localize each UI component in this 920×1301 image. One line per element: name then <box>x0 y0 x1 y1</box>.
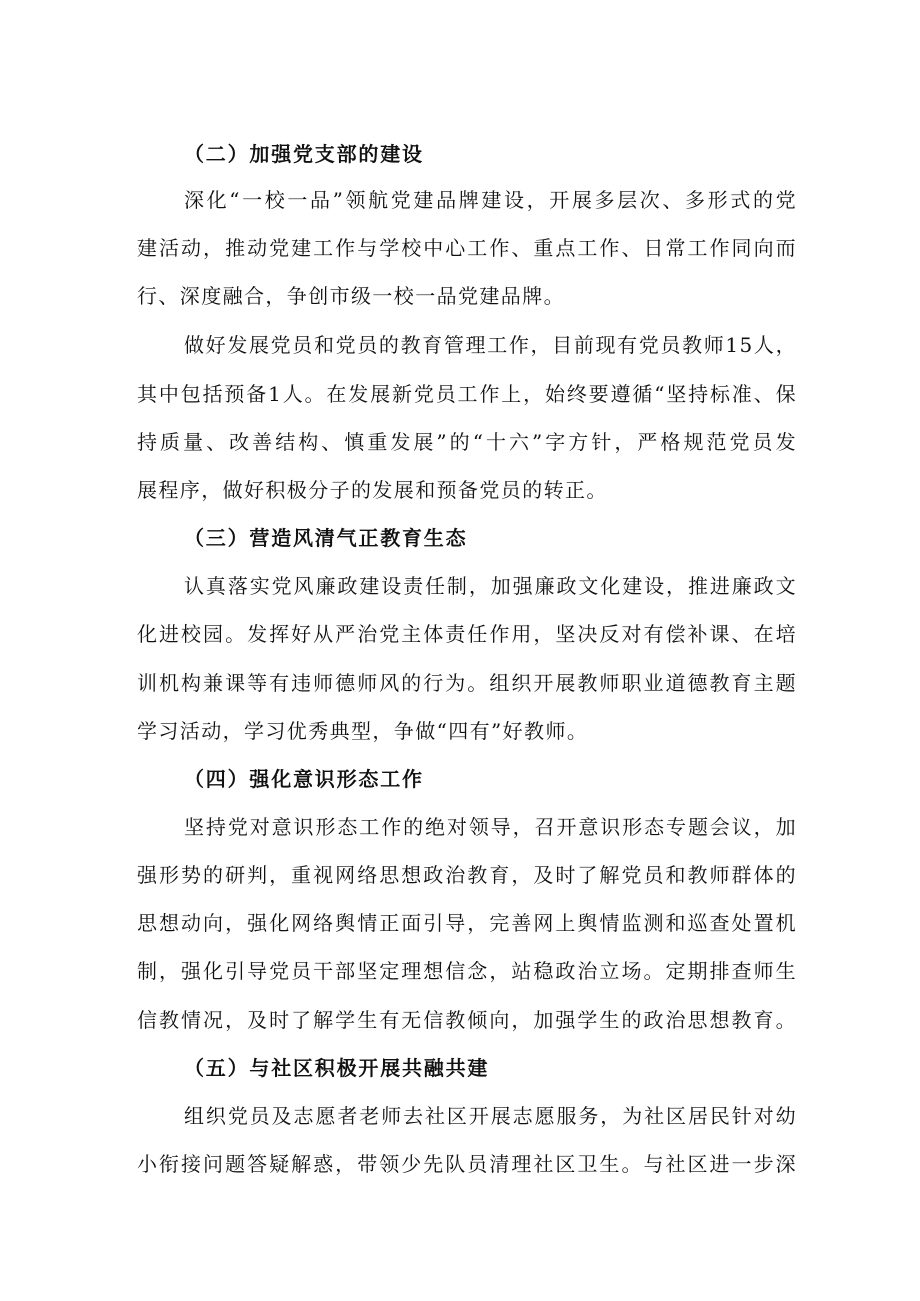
paragraph-line: 展程序，做好积极分子的发展和预备党员的转正。 <box>137 478 608 502</box>
paragraph-line: 坚持党对意识形态工作的绝对领导，召开意识形态专题会议，加 <box>184 815 797 839</box>
paragraph-line: 建活动，推动党建工作与学校中心工作、重点工作、日常工作同向而 <box>137 236 797 260</box>
paragraph-line: 化进校园。发挥好从严治党主体责任作用，坚决反对有偿补课、在培 <box>137 622 797 646</box>
paragraph-line: 做好发展党员和党员的教育管理工作，目前现有党员教师15人， <box>184 333 797 357</box>
paragraph-line: 思想动向，强化网络舆情正面引导，完善网上舆情监测和巡查处置机 <box>137 911 797 935</box>
paragraph-line: 其中包括预备1人。在发展新党员工作上，始终要遵循“坚持标准、保 <box>137 382 797 406</box>
paragraph-line: 持质量、改善结构、慎重发展”的“十六”字方针，严格规范党员发 <box>137 430 797 454</box>
section-heading: （四）强化意识形态工作 <box>184 767 424 791</box>
paragraph-line: 组织党员及志愿者老师去社区开展志愿服务，为社区居民针对幼 <box>184 1104 797 1128</box>
paragraph-line: 小衔接问题答疑解惑，带领少先队员清理社区卫生。与社区进一步深 <box>137 1152 797 1176</box>
paragraph-line: 强形势的研判，重视网络思想政治教育，及时了解党员和教师群体的 <box>137 863 797 887</box>
paragraph-line: 制，强化引导党员干部坚定理想信念，站稳政治立场。定期排查师生 <box>137 959 797 983</box>
paragraph-line: 训机构兼课等有违师德师风的行为。组织开展教师职业道德教育主题 <box>137 671 797 695</box>
paragraph-line: 深化“一校一品”领航党建品牌建设，开展多层次、多形式的党 <box>184 188 797 212</box>
paragraph-line: 行、深度融合，争创市级一校一品党建品牌。 <box>137 284 565 308</box>
section-heading: （五）与社区积极开展共融共建 <box>184 1056 490 1080</box>
section-heading: （三）营造风清气正教育生态 <box>184 526 468 550</box>
paragraph-line: 认真落实党风廉政建设责任制，加强廉政文化建设，推进廉政文 <box>184 574 797 598</box>
section-heading: （二）加强党支部的建设 <box>184 142 424 166</box>
paragraph-line: 信教情况，及时了解学生有无信教倾向，加强学生的政治思想教育。 <box>137 1008 797 1032</box>
paragraph-line: 学习活动，学习优秀典型，争做“四有”好教师。 <box>137 719 589 743</box>
